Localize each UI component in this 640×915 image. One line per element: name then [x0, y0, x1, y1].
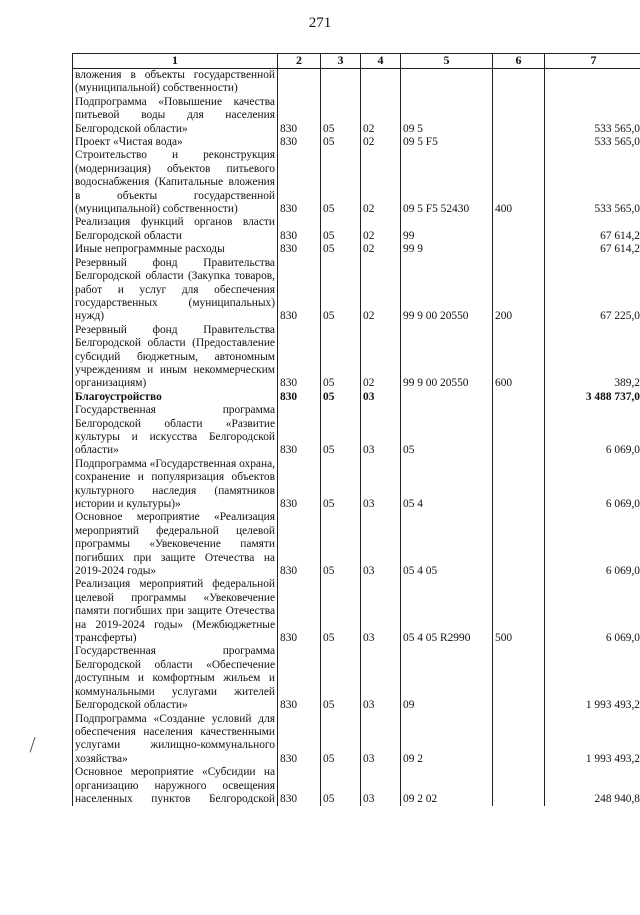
expense-type-cell [493, 511, 545, 578]
expense-type-cell [493, 96, 545, 136]
row-name-cell: Реализация функций органов власти Белгородской области [73, 216, 278, 243]
amount-cell: 533 565,0 [545, 96, 640, 136]
section-cell: 05 [321, 149, 361, 216]
table-row [73, 511, 640, 578]
column-header: 2 [278, 54, 321, 69]
row-name-cell: Государственная программа Белгородской области «Обеспечение доступным и комфортным жильем и коммунальными услугами жителей Белгородской области» [73, 645, 278, 712]
section-cell: 05 [321, 458, 361, 512]
subsection-cell: 03 [361, 766, 401, 806]
expense-type-cell [493, 645, 545, 712]
subsection-cell: 03 [361, 458, 401, 512]
code-cell: 830 [278, 149, 321, 216]
table-row [73, 645, 640, 712]
code-cell [278, 69, 321, 96]
row-name-cell: Основное мероприятие «Субсидии на организацию наружного освещения населенных пунктов Белгородской [73, 766, 278, 806]
column-header: 4 [361, 54, 401, 69]
row-name-cell: Подпрограмма «Государственная охрана, сохранение и популяризация объектов культурного наследия (памятников истории и культуры)» [73, 458, 278, 512]
section-cell: 05 [321, 324, 361, 391]
page-number: 271 [308, 15, 332, 31]
budget-table [72, 53, 640, 806]
subsection-cell: 02 [361, 96, 401, 136]
subsection-cell: 02 [361, 243, 401, 256]
code-cell: 830 [278, 458, 321, 512]
code-cell: 830 [278, 257, 321, 324]
target-article-cell: 99 9 00 20550 [401, 257, 493, 324]
row-name-cell: Резервный фонд Правительства Белгородской области (Закупка товаров, работ и услуг для обеспечения государственных (муниципальных) нужд) [73, 257, 278, 324]
amount-cell: 6 069,0 [545, 404, 640, 458]
table-row [73, 257, 640, 324]
table-header-row [73, 54, 640, 69]
row-name-cell: Проект «Чистая вода» [73, 136, 278, 149]
row-name-cell: Благоустройство [73, 391, 278, 404]
code-cell: 830 [278, 136, 321, 149]
amount-cell: 248 940,8 [545, 766, 640, 806]
subsection-cell: 02 [361, 324, 401, 391]
section-cell: 05 [321, 391, 361, 404]
subsection-cell: 03 [361, 511, 401, 578]
table-row [73, 578, 640, 645]
row-name-cell: Иные непрограммные расходы [73, 243, 278, 256]
section-cell: 05 [321, 766, 361, 806]
expense-type-cell [493, 216, 545, 243]
subsection-cell: 02 [361, 216, 401, 243]
table-row [73, 766, 640, 806]
target-article-cell: 09 2 [401, 713, 493, 767]
margin-mark [30, 737, 38, 753]
expense-type-cell [493, 69, 545, 96]
subsection-cell: 02 [361, 149, 401, 216]
amount-cell: 1 993 493,2 [545, 645, 640, 712]
expense-type-cell [493, 243, 545, 256]
table-row [73, 404, 640, 458]
column-header: 7 [545, 54, 640, 69]
section-cell: 05 [321, 645, 361, 712]
amount-cell: 6 069,0 [545, 578, 640, 645]
subsection-cell: 03 [361, 713, 401, 767]
code-cell: 830 [278, 713, 321, 767]
table-row [73, 243, 640, 256]
table-row [73, 216, 640, 243]
expense-type-cell: 500 [493, 578, 545, 645]
code-cell: 830 [278, 96, 321, 136]
table-row [73, 324, 640, 391]
expense-type-cell [493, 136, 545, 149]
amount-cell: 6 069,0 [545, 458, 640, 512]
section-cell: 05 [321, 136, 361, 149]
target-article-cell: 05 4 [401, 458, 493, 512]
expense-type-cell [493, 391, 545, 404]
code-cell: 830 [278, 324, 321, 391]
target-article-cell: 09 5 F5 [401, 136, 493, 149]
target-article-cell [401, 69, 493, 96]
section-cell: 05 [321, 96, 361, 136]
subsection-cell: 03 [361, 578, 401, 645]
code-cell: 830 [278, 391, 321, 404]
subsection-cell [361, 69, 401, 96]
row-name-cell: вложения в объекты государственной (муниципальной) собственности) [73, 69, 278, 96]
code-cell: 830 [278, 511, 321, 578]
table-body [73, 69, 640, 807]
row-name-cell: Подпрограмма «Создание условий для обеспечения населения качественными услугами жилищно-коммунального хозяйства» [73, 713, 278, 767]
target-article-cell: 99 9 [401, 243, 493, 256]
code-cell: 830 [278, 578, 321, 645]
amount-cell: 67 225,0 [545, 257, 640, 324]
table-row [73, 149, 640, 216]
row-name-cell: Государственная программа Белгородской области «Развитие культуры и искусства Белгородской области» [73, 404, 278, 458]
section-cell: 05 [321, 404, 361, 458]
column-header: 6 [493, 54, 545, 69]
row-name-cell: Реализация мероприятий федеральной целевой программы «Увековечение памяти погибших при защите Отечества на 2019-2024 годы» (Межбюджетные трансферты) [73, 578, 278, 645]
amount-cell: 1 993 493,2 [545, 713, 640, 767]
row-name-cell: Строительство и реконструкция (модернизация) объектов питьевого водоснабжения (Капитальные вложения в объекты государственной (муниципальной) собственности) [73, 149, 278, 216]
section-cell: 05 [321, 243, 361, 256]
section-cell: 05 [321, 713, 361, 767]
column-header: 3 [321, 54, 361, 69]
amount-cell: 67 614,2 [545, 243, 640, 256]
section-cell: 05 [321, 257, 361, 324]
expense-type-cell [493, 713, 545, 767]
expense-type-cell: 600 [493, 324, 545, 391]
amount-cell: 6 069,0 [545, 511, 640, 578]
subsection-cell: 03 [361, 645, 401, 712]
target-article-cell: 05 4 05 [401, 511, 493, 578]
section-cell: 05 [321, 216, 361, 243]
code-cell: 830 [278, 645, 321, 712]
amount-cell: 3 488 737,0 [545, 391, 640, 404]
amount-cell [545, 69, 640, 96]
code-cell: 830 [278, 766, 321, 806]
expense-type-cell: 400 [493, 149, 545, 216]
row-name-cell: Основное мероприятие «Реализация мероприятий федеральной целевой программы «Увековечение памяти погибших при защите Отечества на 2019-2024 годы» [73, 511, 278, 578]
table-row [73, 713, 640, 767]
target-article-cell: 09 [401, 645, 493, 712]
target-article-cell [401, 391, 493, 404]
section-cell [321, 69, 361, 96]
expense-type-cell [493, 404, 545, 458]
target-article-cell: 99 [401, 216, 493, 243]
code-cell: 830 [278, 243, 321, 256]
target-article-cell: 05 [401, 404, 493, 458]
table-row [73, 69, 640, 96]
expense-type-cell [493, 766, 545, 806]
expense-type-cell: 200 [493, 257, 545, 324]
subsection-cell: 03 [361, 404, 401, 458]
amount-cell: 533 565,0 [545, 136, 640, 149]
code-cell: 830 [278, 404, 321, 458]
target-article-cell: 99 9 00 20550 [401, 324, 493, 391]
expense-type-cell [493, 458, 545, 512]
target-article-cell: 09 5 [401, 96, 493, 136]
section-cell: 05 [321, 578, 361, 645]
column-header: 5 [401, 54, 493, 69]
table-row [73, 96, 640, 136]
amount-cell: 533 565,0 [545, 149, 640, 216]
row-name-cell: Резервный фонд Правительства Белгородской области (Предоставление субсидий бюджетным, автономным учреждениям и иным некоммерческим организациям) [73, 324, 278, 391]
target-article-cell: 05 4 05 R2990 [401, 578, 493, 645]
amount-cell: 389,2 [545, 324, 640, 391]
subsection-cell: 02 [361, 257, 401, 324]
code-cell: 830 [278, 216, 321, 243]
section-cell: 05 [321, 511, 361, 578]
table-row [73, 458, 640, 512]
table-row [73, 136, 640, 149]
target-article-cell: 09 5 F5 52430 [401, 149, 493, 216]
amount-cell: 67 614,2 [545, 216, 640, 243]
column-header: 1 [73, 54, 278, 69]
subsection-cell: 03 [361, 391, 401, 404]
row-name-cell: Подпрограмма «Повышение качества питьевой воды для населения Белгородской области» [73, 96, 278, 136]
subsection-cell: 02 [361, 136, 401, 149]
table-row [73, 391, 640, 404]
target-article-cell: 09 2 02 [401, 766, 493, 806]
